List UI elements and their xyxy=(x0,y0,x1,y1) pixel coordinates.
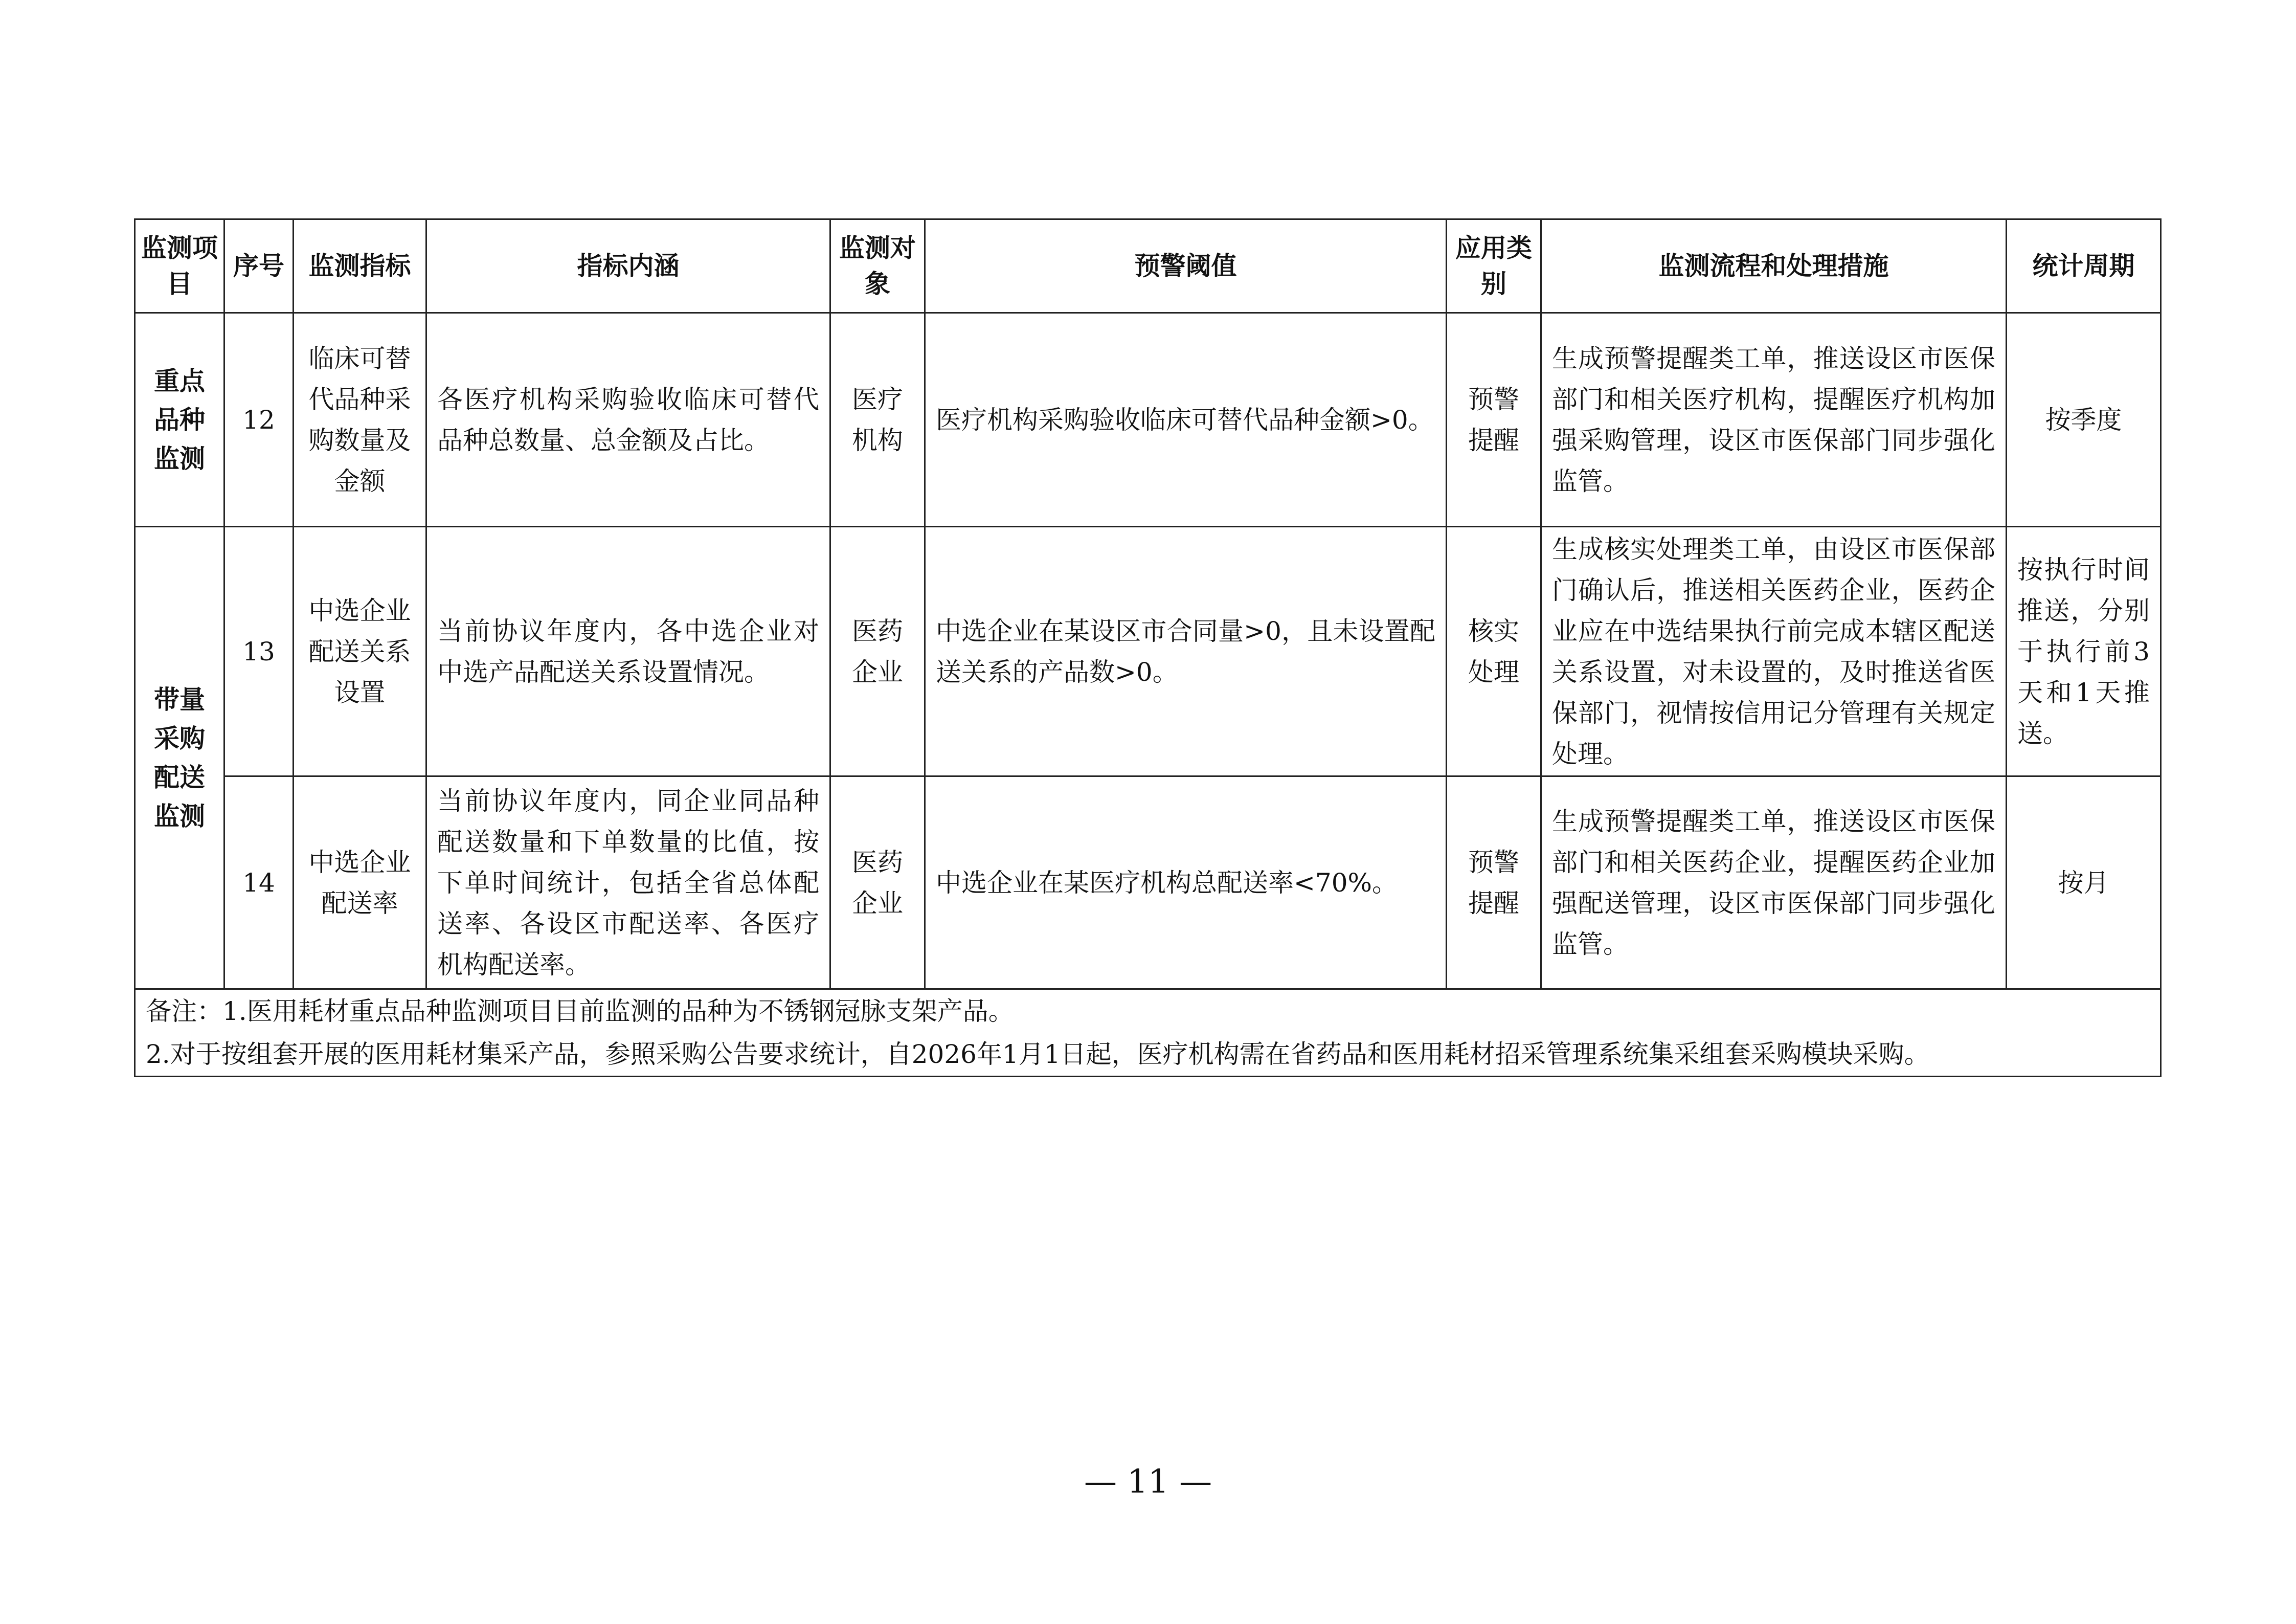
row-no: 13 xyxy=(224,527,294,776)
row-threshold: 中选企业在某医疗机构总配送率<70%。 xyxy=(925,776,1447,989)
header-category: 应用类别 xyxy=(1447,219,1541,313)
row-indicator: 中选企业配送关系设置 xyxy=(294,527,426,776)
row-meaning: 当前协议年度内，各中选企业对中选产品配送关系设置情况。 xyxy=(426,527,830,776)
page-number: — 11 — xyxy=(1084,1463,1212,1501)
row-indicator: 临床可替代品种采购数量及金额 xyxy=(294,313,426,527)
row-threshold: 中选企业在某设区市合同量>0，且未设置配送关系的产品数>0。 xyxy=(925,527,1447,776)
row-process: 生成预警提醒类工单，推送设区市医保部门和相关医疗机构，提醒医疗机构加强采购管理，设区市医保部门同步强化监管。 xyxy=(1541,313,2007,527)
row-target: 医药企业 xyxy=(830,527,925,776)
header-meaning: 指标内涵 xyxy=(426,219,830,313)
header-indicator: 监测指标 xyxy=(294,219,426,313)
row-target: 医药企业 xyxy=(830,776,925,989)
row-category: 预警提醒 xyxy=(1447,313,1541,527)
notes-cell xyxy=(135,989,2161,1077)
group-label: 带量采购配送监测 xyxy=(135,527,224,989)
row-indicator: 中选企业配送率 xyxy=(294,776,426,989)
group-label: 重点品种监测 xyxy=(135,313,224,527)
header-target: 监测对象 xyxy=(830,219,925,313)
row-no: 14 xyxy=(224,776,294,989)
row-no: 12 xyxy=(224,313,294,527)
header-period: 统计周期 xyxy=(2007,219,2161,313)
note-line: 备注：1.医用耗材重点品种监测项目目前监测的品种为不锈钢冠脉支架产品。 xyxy=(146,996,1014,1026)
monitoring-table xyxy=(134,218,2162,1077)
row-category: 核实处理 xyxy=(1447,527,1541,776)
header-no: 序号 xyxy=(224,219,294,313)
table-row xyxy=(135,527,2161,776)
row-target: 医疗机构 xyxy=(830,313,925,527)
note-line: 2.对于按组套开展的医用耗材集采产品，参照采购公告要求统计，自2026年1月1日起，医疗机构需在省药品和医用耗材招采管理系统集采组套采购模块采购。 xyxy=(146,1039,1930,1069)
row-period: 按执行时间推送，分别于执行前3天和1天推送。 xyxy=(2007,527,2161,776)
header-threshold: 预警阈值 xyxy=(925,219,1447,313)
row-meaning: 各医疗机构采购验收临床可替代品种总数量、总金额及占比。 xyxy=(426,313,830,527)
row-period: 按月 xyxy=(2007,776,2161,989)
notes-row xyxy=(135,989,2161,1077)
table-header-row xyxy=(135,219,2161,313)
row-period: 按季度 xyxy=(2007,313,2161,527)
table-row xyxy=(135,313,2161,527)
row-threshold: 医疗机构采购验收临床可替代品种金额>0。 xyxy=(925,313,1447,527)
row-meaning: 当前协议年度内，同企业同品种配送数量和下单数量的比值，按下单时间统计，包括全省总体配送率、各设区市配送率、各医疗机构配送率。 xyxy=(426,776,830,989)
table-row xyxy=(135,776,2161,989)
row-category: 预警提醒 xyxy=(1447,776,1541,989)
header-process: 监测流程和处理措施 xyxy=(1541,219,2007,313)
header-project: 监测项目 xyxy=(135,219,224,313)
row-process: 生成预警提醒类工单，推送设区市医保部门和相关医药企业，提醒医药企业加强配送管理，设区市医保部门同步强化监管。 xyxy=(1541,776,2007,989)
row-process: 生成核实处理类工单，由设区市医保部门确认后，推送相关医药企业，医药企业应在中选结果执行前完成本辖区配送关系设置，对未设置的，及时推送省医保部门，视情按信用记分管理有关规定处理。 xyxy=(1541,527,2007,776)
